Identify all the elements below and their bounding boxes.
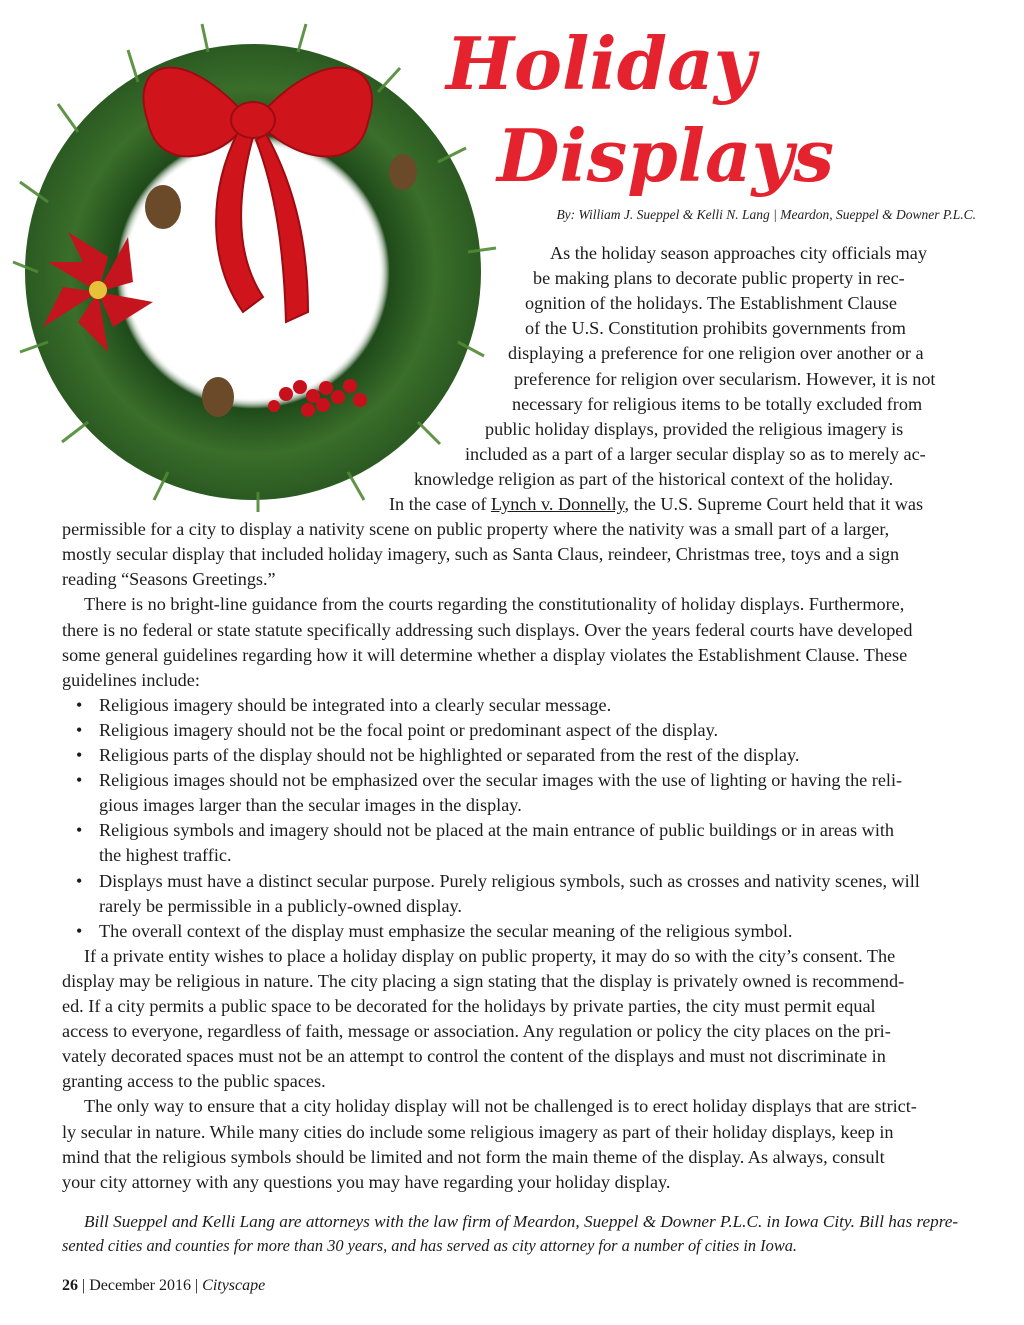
title-line-1: Holiday [446,21,756,106]
bullet-marker: • [76,719,83,740]
bullet-marker: • [76,820,83,841]
paragraph-line: The only way to ensure that a city holiday display will not be challenged is to erect holiday displays that are strict- [84,1096,917,1117]
bullet-item: Religious images should not be emphasized over the secular images with the use of lighting or having the reli- [99,770,903,791]
intro-line: As the holiday season approaches city officials may [550,243,927,263]
case-name: Lynch v. Donnelly [491,494,625,514]
intro-line: necessary for religious items to be totally excluded from [512,393,923,414]
author-bio-line: Bill Sueppel and Kelli Lang are attorneys with the law firm of Meardon, Sueppel & Downer P.L.C. in Iowa City. Bill has repre- [84,1212,959,1231]
paragraph-line: vately decorated spaces must not be an attempt to control the content of the displays and must not discriminate in [62,1046,886,1067]
bullet-item: Displays must have a distinct secular purpose. Purely religious symbols, such as crosses and nativity scenes, will [99,870,920,891]
paragraph-line: guidelines include: [62,669,200,690]
paragraph-line: some general guidelines regarding how it will determine whether a display violates the Establishment Clause. These [62,644,908,665]
bullet-item: gious images larger than the secular images in the display. [99,795,522,816]
paragraph-line: There is no bright-line guidance from the courts regarding the constitutionality of holiday displays. Furthermore, [84,594,905,615]
case-line [389,492,923,516]
paragraph-line: mind that the religious symbols should be limited and not form the main theme of the display. As always, consult [62,1146,885,1167]
intro-line: knowledge religion as part of the historical context of the holiday. [414,468,894,489]
paragraph-line: If a private entity wishes to place a holiday display on public property, it may do so with the city’s consent. The [84,945,896,966]
paragraph-line: permissible for a city to display a nativity scene on public property where the nativity was a small part of a larger, [62,519,890,540]
footer-separator: | [78,1277,90,1294]
title-line-2: Displays [497,113,835,198]
paragraph-line: access to everyone, regardless of faith, message or association. Any regulation or policy the city places on the pri- [62,1021,891,1042]
bullet-marker: • [76,745,83,765]
intro-line: displaying a preference for one religion over another or a [508,343,924,364]
paragraph-line: reading “Seasons Greetings.” [62,569,276,590]
bullet-item: The overall context of the display must emphasize the secular meaning of the religious symbol. [99,920,793,941]
bullet-item: Religious imagery should not be the focal point or predominant aspect of the display. [99,719,719,740]
paragraph-line: there is no federal or state statute specifically addressing such displays. Over the years federal courts have developed [62,619,913,640]
bullet-item: Religious symbols and imagery should not be placed at the main entrance of public buildings or in areas with [99,820,895,841]
intro-line: ognition of the holidays. The Establishment Clause [525,293,897,314]
page-number: 26 [62,1277,78,1294]
byline: By: William J. Sueppel & Kelli N. Lang | Meardon, Sueppel & Downer P.L.C. [556,207,976,222]
case-line-text: In the case of [389,494,492,514]
bullet-marker: • [76,920,83,941]
paragraph-line: display may be religious in nature. The city placing a sign stating that the display is privately owned is recommend- [62,970,905,991]
footer-separator: | [190,1277,203,1294]
wreath-image [8,22,498,512]
bullet-marker: • [76,694,83,715]
author-bio-line: sented cities and counties for more than 30 years, and has served as city attorney for a number of cities in Iowa. [62,1236,797,1255]
page-footer [62,1277,265,1295]
bullet-marker: • [76,770,83,791]
bullet-item: rarely be permissible in a publicly-owned display. [99,895,462,916]
paragraph-line: mostly secular display that included holiday imagery, such as Santa Claus, reindeer, Christmas tree, toys and a sign [62,544,900,565]
intro-line: public holiday displays, provided the religious imagery is [485,418,904,439]
intro-line: preference for religion over secularism. However, it is not [514,368,936,389]
magazine-name: Cityscape [202,1277,266,1294]
intro-line: of the U.S. Constitution prohibits governments from [525,318,906,339]
paragraph-line: ed. If a city permits a public space to be decorated for the holidays by private parties, the city must permit equal [62,996,876,1016]
bullet-marker: • [76,870,83,891]
paragraph-line: your city attorney with any questions you may have regarding your holiday display. [62,1171,671,1192]
intro-line: included as a part of a larger secular display so as to merely ac- [465,443,926,464]
paragraph-line: ly secular in nature. While many cities do include some religious imagery as part of their holiday displays, keep in [62,1121,894,1142]
paragraph-line: granting access to the public spaces. [62,1071,326,1092]
case-line-text: , the U.S. Supreme Court held that it was [624,494,924,514]
bullet-item: Religious imagery should be integrated into a clearly secular message. [99,694,612,715]
intro-line: be making plans to decorate public property in rec- [533,268,905,289]
bullet-item: the highest traffic. [99,845,232,866]
issue-date: December 2016 [89,1277,191,1294]
bullet-item: Religious parts of the display should not be highlighted or separated from the rest of the display. [99,745,800,765]
